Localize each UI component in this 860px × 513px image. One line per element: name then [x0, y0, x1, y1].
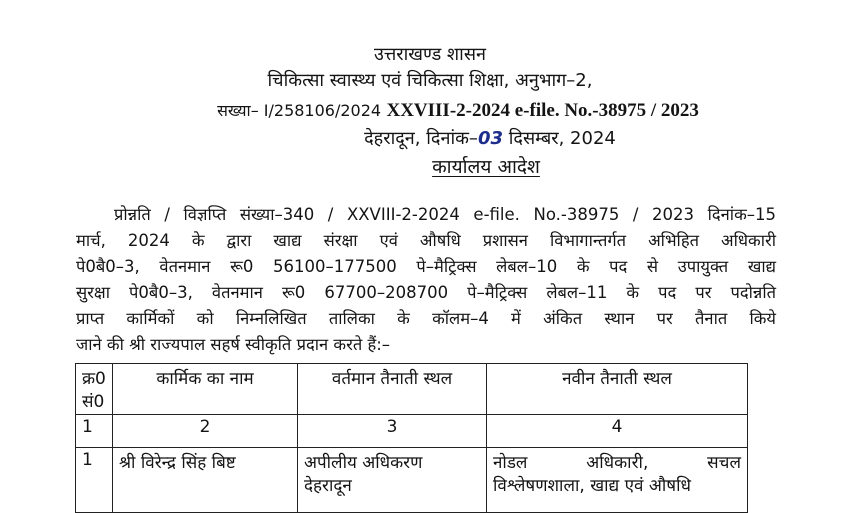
date-suffix: दिसम्बर, 2024 [508, 128, 616, 149]
file-number-line [28, 100, 860, 122]
header-name: कार्मिक का नाम [113, 364, 298, 415]
department-heading: चिकित्सा स्वास्थ्य एवं चिकित्सा शिक्षा, अनुभाग–2, [267, 70, 593, 91]
row-serial: 1 [76, 448, 113, 513]
body-line: मार्च, 2024 के द्वारा खाद्य संरक्षा एवं औषधि प्रशासन विभागान्तर्गत अभिहित अधिकारी [76, 231, 776, 250]
body-line: सुरक्षा पे0बै0–3, वेतनमान रू0 67700–208700 पे–मैट्रिक्स लेबल–11 के पद पर पदोन्नति [76, 283, 776, 302]
column-number: 4 [487, 415, 748, 448]
column-number: 3 [298, 415, 487, 448]
date-prefix: देहरादून, दिनांक– [364, 128, 478, 149]
table-row [76, 448, 748, 513]
table-header-row [76, 364, 748, 415]
body-line: पे0बै0–3, वेतनमान रू0 56100–177500 पे–मैट्रिक्स लेबल–10 के पद से उपायुक्त खाद्य [76, 257, 776, 276]
date-day: 03 [477, 128, 503, 149]
file-number-main: XXVIII-2-2024 e-file. No.-38975 / 2023 [386, 100, 699, 121]
order-body-paragraph [76, 202, 776, 358]
order-title: कार्यालय आदेश [432, 156, 540, 178]
order-title-line [56, 156, 860, 178]
date-line [60, 128, 860, 150]
posting-table [75, 363, 748, 513]
body-line: जाने की श्री राज्यपाल सहर्ष स्वीकृति प्रदान करते हैं:– [76, 335, 391, 354]
government-heading: उत्तराखण्ड शासन [373, 44, 486, 65]
header-serial: क्र0 सं0 [76, 364, 113, 415]
column-number: 1 [76, 415, 113, 448]
column-number-row [76, 415, 748, 448]
body-line: प्राप्त कार्मिकों को निम्नलिखित तालिका के कॉलम–4 में अंकित स्थान पर तैनात किये [76, 309, 776, 328]
row-current-posting: अपीलीय अधिकरण देहरादून [298, 448, 487, 513]
column-number: 2 [113, 415, 298, 448]
header-current-posting: वर्तमान तैनाती स्थल [298, 364, 487, 415]
row-name: श्री विरेन्द्र सिंह बिष्ट [113, 448, 298, 513]
row-new-posting: नोडल अधिकारी, सचल विश्लेषणशाला, खाद्य एवं औषधि [487, 448, 748, 513]
body-line: प्रोन्नति / विज्ञप्ति संख्या–340 / XXVIII-2-2024 e-file. No.-38975 / 2023 दिनांक–15 [114, 205, 776, 224]
header-new-posting: नवीन तैनाती स्थल [487, 364, 748, 415]
file-number-prefix: सख्या– I/258106/2024 [217, 101, 382, 120]
